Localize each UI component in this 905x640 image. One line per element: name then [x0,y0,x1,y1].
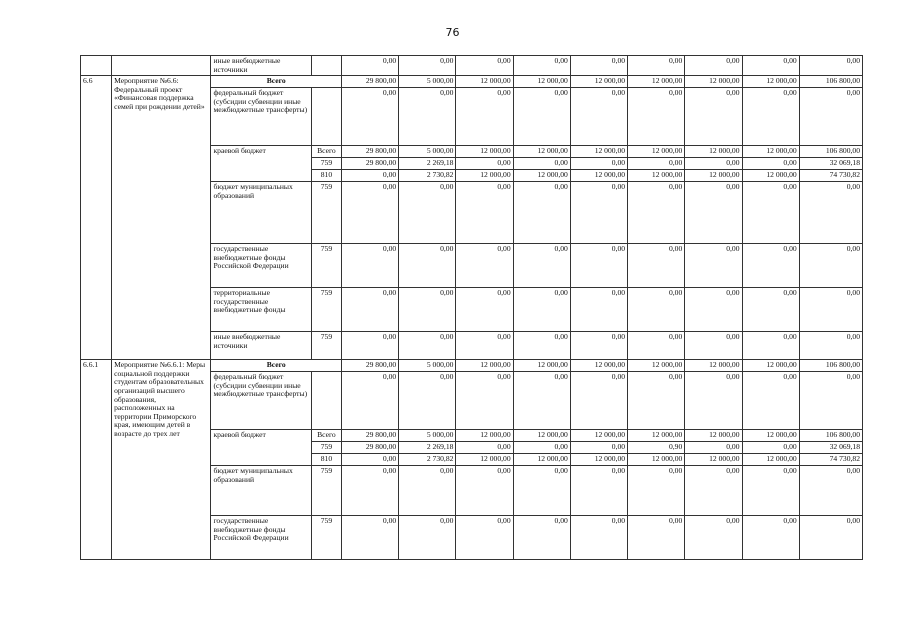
budget-code-cell: 759 [311,516,341,560]
amount-cell: 0,00 [685,372,742,430]
amount-cell: 0,00 [570,332,627,360]
amount-cell: 12 000,00 [685,146,742,158]
funding-source-cell: федеральный бюджет (субсидии субвенции иные межбюджетные трансферты) [211,88,311,146]
amount-cell: 0,00 [341,88,398,146]
amount-cell: 0,00 [685,516,742,560]
amount-cell: 0,00 [341,182,398,244]
amount-cell: 0,00 [742,372,799,430]
amount-cell: 0,00 [685,442,742,454]
amount-cell: 12 000,00 [685,170,742,182]
budget-code-cell: 759 [311,466,341,516]
amount-cell: 12 000,00 [628,454,685,466]
funding-source-cell: бюджет муниципальных образований [211,466,311,516]
amount-cell: 0,00 [685,244,742,288]
budget-code-cell: 810 [311,454,341,466]
budget-code-cell: Всего [311,430,341,442]
amount-cell: 0,00 [513,56,570,76]
amount-cell: 0,00 [399,516,456,560]
table-row [81,56,863,76]
amount-cell: 12 000,00 [513,76,570,88]
amount-cell: 0,00 [799,372,862,430]
amount-cell: 2 730,82 [399,170,456,182]
amount-cell: 0,00 [742,182,799,244]
amount-cell: 0,00 [456,442,513,454]
amount-cell: 0,00 [799,332,862,360]
funding-source-cell: территориальные государственные внебюджетные фонды [211,288,311,332]
amount-cell: 0,00 [628,372,685,430]
amount-cell: 0,00 [456,372,513,430]
amount-cell: 29 800,00 [341,158,398,170]
funding-source-cell: краевой бюджет [211,430,311,466]
amount-cell: 0,00 [685,332,742,360]
amount-cell: 12 000,00 [513,146,570,158]
amount-cell: 74 730,82 [799,170,862,182]
amount-cell: 0,00 [513,182,570,244]
budget-code-cell: 810 [311,170,341,182]
amount-cell: 12 000,00 [456,430,513,442]
measure-name-cell: Мероприятие №6.6: Федеральный проект «Финансовая поддержка семей при рождении детей» [112,76,211,360]
amount-cell: 0,00 [341,170,398,182]
amount-cell: 2 269,18 [399,442,456,454]
amount-cell: 0,00 [399,288,456,332]
amount-cell: 12 000,00 [742,170,799,182]
amount-cell: 0,00 [456,288,513,332]
amount-cell: 0,00 [742,88,799,146]
measure-name-cell: Мероприятие №6.6.1: Меры социальной поддержки студентам образовательных организаций высшего образования, расположенных на территории Приморского края, имеющим детей в возрасте до трех лет [112,360,211,560]
budget-code-cell: 759 [311,182,341,244]
amount-cell: 12 000,00 [456,170,513,182]
amount-cell: 0,00 [456,56,513,76]
amount-cell: 12 000,00 [570,146,627,158]
amount-cell: 12 000,00 [570,454,627,466]
amount-cell: 0,00 [513,244,570,288]
funding-source-cell: бюджет муниципальных образований [211,182,311,244]
amount-cell: 5 000,00 [399,360,456,372]
amount-cell: 29 800,00 [341,430,398,442]
amount-cell: 0,00 [456,332,513,360]
amount-cell: 12 000,00 [456,76,513,88]
amount-cell: 0,00 [742,288,799,332]
amount-cell: 106 800,00 [799,430,862,442]
funding-source-cell: Всего [211,360,341,372]
amount-cell: 0,00 [341,516,398,560]
amount-cell: 0,00 [742,516,799,560]
amount-cell: 29 800,00 [341,146,398,158]
amount-cell: 12 000,00 [513,454,570,466]
amount-cell: 5 000,00 [399,430,456,442]
amount-cell: 12 000,00 [456,146,513,158]
amount-cell: 0,00 [341,56,398,76]
amount-cell: 0,00 [685,158,742,170]
budget-code-cell [311,372,341,430]
amount-cell: 0,00 [513,372,570,430]
amount-cell: 0,00 [799,244,862,288]
budget-code-cell: 759 [311,442,341,454]
amount-cell: 0,00 [456,182,513,244]
amount-cell: 0,00 [341,332,398,360]
amount-cell: 12 000,00 [456,454,513,466]
amount-cell: 0,00 [570,182,627,244]
budget-code-cell: 759 [311,158,341,170]
budget-code-cell: Всего [311,146,341,158]
amount-cell: 12 000,00 [628,430,685,442]
funding-source-cell: краевой бюджет [211,146,311,182]
amount-cell: 106 800,00 [799,146,862,158]
funding-source-cell: иные внебюджетные источники [211,332,311,360]
amount-cell: 0,00 [799,288,862,332]
amount-cell: 0,00 [742,56,799,76]
amount-cell: 0,90 [628,442,685,454]
amount-cell: 29 800,00 [341,360,398,372]
amount-cell: 0,00 [685,466,742,516]
amount-cell: 0,00 [628,288,685,332]
amount-cell: 0,00 [570,56,627,76]
funding-source-cell: федеральный бюджет (субсидии субвенции иные межбюджетные трансферты) [211,372,311,430]
amount-cell: 0,00 [513,466,570,516]
amount-cell: 0,00 [341,466,398,516]
amount-cell: 12 000,00 [513,360,570,372]
amount-cell: 0,00 [456,516,513,560]
amount-cell: 0,00 [628,332,685,360]
amount-cell: 106 800,00 [799,76,862,88]
amount-cell: 12 000,00 [513,170,570,182]
amount-cell: 2 269,18 [399,158,456,170]
amount-cell: 0,00 [685,288,742,332]
amount-cell: 0,00 [685,182,742,244]
amount-cell: 0,00 [628,158,685,170]
funding-source-cell: иные внебюджетные источники [211,56,311,76]
amount-cell: 12 000,00 [742,360,799,372]
amount-cell: 0,00 [513,158,570,170]
amount-cell: 0,00 [628,244,685,288]
amount-cell: 12 000,00 [628,76,685,88]
amount-cell: 12 000,00 [742,430,799,442]
amount-cell: 0,00 [513,442,570,454]
amount-cell: 0,00 [742,158,799,170]
amount-cell: 5 000,00 [399,146,456,158]
amount-cell: 29 800,00 [341,442,398,454]
amount-cell: 0,00 [513,332,570,360]
amount-cell: 0,00 [399,244,456,288]
amount-cell: 0,00 [570,466,627,516]
amount-cell: 12 000,00 [570,360,627,372]
amount-cell: 0,00 [456,88,513,146]
amount-cell: 2 730,82 [399,454,456,466]
amount-cell: 0,00 [399,56,456,76]
amount-cell: 0,00 [513,288,570,332]
amount-cell: 0,00 [341,288,398,332]
amount-cell: 0,00 [456,158,513,170]
funding-source-cell: государственные внебюджетные фонды Российской Федерации [211,516,311,560]
amount-cell: 12 000,00 [628,146,685,158]
table-row [81,360,863,372]
amount-cell: 12 000,00 [742,146,799,158]
amount-cell: 12 000,00 [685,454,742,466]
amount-cell: 12 000,00 [628,170,685,182]
amount-cell: 12 000,00 [570,430,627,442]
amount-cell: 12 000,00 [742,454,799,466]
row-number-cell: 6.6 [81,76,112,360]
amount-cell: 0,00 [399,332,456,360]
amount-cell: 12 000,00 [628,360,685,372]
amount-cell: 0,00 [399,88,456,146]
amount-cell: 12 000,00 [570,76,627,88]
amount-cell: 0,00 [399,182,456,244]
amount-cell: 12 000,00 [570,170,627,182]
amount-cell: 0,00 [799,56,862,76]
amount-cell: 0,00 [570,442,627,454]
amount-cell: 0,00 [570,288,627,332]
amount-cell: 0,00 [742,244,799,288]
amount-cell: 0,00 [570,158,627,170]
amount-cell: 0,00 [685,88,742,146]
amount-cell: 0,00 [799,182,862,244]
amount-cell: 0,00 [628,182,685,244]
amount-cell: 0,00 [341,372,398,430]
budget-code-cell: 759 [311,244,341,288]
amount-cell: 12 000,00 [685,430,742,442]
amount-cell: 0,00 [399,372,456,430]
amount-cell: 0,00 [570,244,627,288]
amount-cell: 12 000,00 [742,76,799,88]
amount-cell: 29 800,00 [341,76,398,88]
funding-source-cell: государственные внебюджетные фонды Российской Федерации [211,244,311,288]
table-row [81,76,863,88]
amount-cell: 0,00 [513,88,570,146]
amount-cell: 32 069,18 [799,158,862,170]
amount-cell: 0,00 [456,466,513,516]
budget-code-cell: 759 [311,332,341,360]
amount-cell: 12 000,00 [685,360,742,372]
amount-cell: 0,00 [513,516,570,560]
amount-cell: 0,00 [799,516,862,560]
amount-cell: 12 000,00 [456,360,513,372]
budget-code-cell [311,56,341,76]
amount-cell: 0,00 [456,244,513,288]
row-number-cell: 6.6.1 [81,360,112,560]
budget-code-cell: 759 [311,288,341,332]
amount-cell: 0,00 [341,454,398,466]
row-number-cell [81,56,112,76]
amount-cell: 74 730,82 [799,454,862,466]
amount-cell: 0,00 [399,466,456,516]
amount-cell: 12 000,00 [685,76,742,88]
amount-cell: 12 000,00 [513,430,570,442]
amount-cell: 0,00 [742,332,799,360]
amount-cell: 0,00 [341,244,398,288]
amount-cell: 0,00 [799,88,862,146]
amount-cell: 0,00 [628,56,685,76]
amount-cell: 32 069,18 [799,442,862,454]
amount-cell: 106 800,00 [799,360,862,372]
amount-cell: 0,00 [628,466,685,516]
budget-code-cell [311,88,341,146]
amount-cell: 0,00 [799,466,862,516]
budget-table [80,55,863,560]
funding-source-cell: Всего [211,76,341,88]
measure-name-cell [112,56,211,76]
amount-cell: 0,00 [742,466,799,516]
amount-cell: 5 000,00 [399,76,456,88]
amount-cell: 0,00 [628,516,685,560]
amount-cell: 0,00 [570,516,627,560]
amount-cell: 0,00 [628,88,685,146]
amount-cell: 0,00 [570,372,627,430]
amount-cell: 0,00 [570,88,627,146]
page-number: 76 [445,26,460,39]
amount-cell: 0,00 [685,56,742,76]
amount-cell: 0,00 [742,442,799,454]
